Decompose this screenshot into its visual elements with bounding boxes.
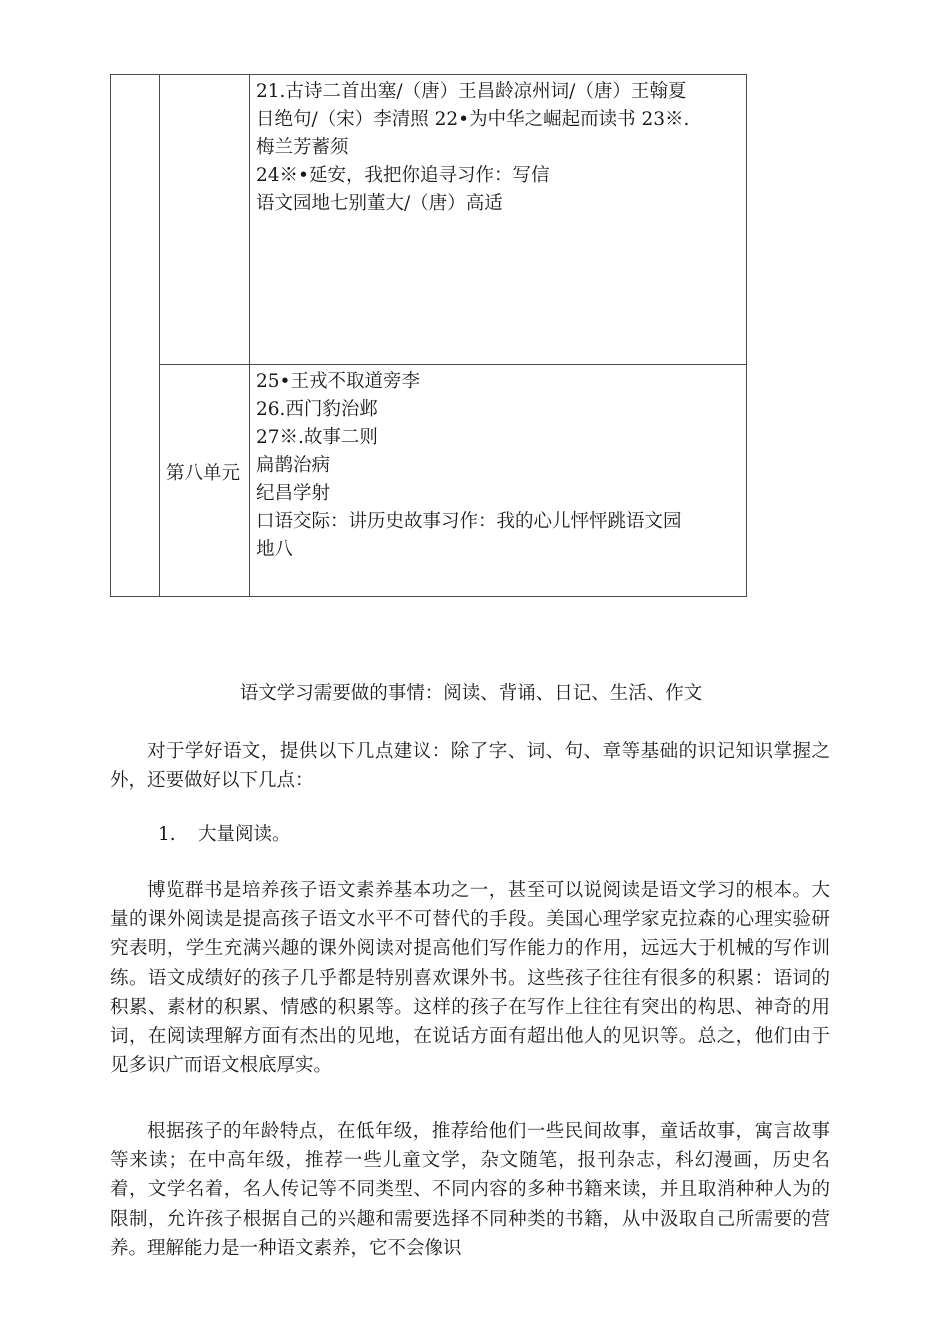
list-number: 1. [158, 824, 176, 845]
lesson-cell [250, 75, 747, 365]
grade-cell [111, 75, 160, 597]
unit-cell [160, 365, 250, 597]
lesson-line: 纪昌学射 [256, 483, 331, 504]
lesson-cell [250, 365, 747, 597]
lesson-line: 语文园地七别董大/（唐）高适 [256, 193, 503, 214]
reading-paragraph: 博览群书是培养孩子语文素养基本功之一，甚至可以说阅读是语文学习的根本。大量的课外阅读是提高孩子语文水平不可替代的手段。美国心理学家克拉森的心理实验研究表明，学生充满兴趣的课外阅读对提高他们写作能力的作用，远远大于机械的写作训练。语文成绩好的孩子几乎都是特别喜欢课外书。这些孩子往往有很多的积累：语词的积累、素材的积累、情感的积累等。这样的孩子在写作上往往有突出的构思、神奇的用词，在阅读理解方面有杰出的见地，在说话方面有超出他人的见识等。总之，他们由于见多识广而语文根底厚实。 [110, 880, 830, 1077]
lesson-line: 地八 [256, 539, 294, 560]
list-text: 大量阅读。 [198, 824, 291, 845]
lesson-line: 日绝句/（宋）李清照 22•为中华之崛起而读书 23※. [256, 109, 690, 130]
lesson-line: 口语交际：讲历史故事习作：我的心儿怦怦跳语文园 [256, 511, 682, 532]
lesson-line: 21.古诗二首出塞/（唐）王昌龄凉州词/（唐）王翰夏 [256, 81, 687, 102]
age-paragraph: 根据孩子的年龄特点，在低年级，推荐给他们一些民间故事，童话故事，寓言故事等来读；在中高年级，推荐一些儿童文学，杂文随笔，报刊杂志，科幻漫画，历史名着，文学名着，名人传记等不同类型、不同内容的多种书籍来读，并且取消种种人为的限制，允许孩子根据自己的兴趣和需要选择不同种类的书籍，从中汲取自己所需要的营养。理解能力是一种语文素养，它不会像识 [110, 1121, 830, 1259]
table-row [111, 75, 747, 365]
lesson-line: 25•王戎不取道旁李 [256, 371, 420, 392]
intro-paragraph: 对于学好语文，提供以下几点建议：除了字、词、句、章等基础的识记知识掌握之外，还要做好以下几点： [110, 741, 830, 792]
syllabus-table [110, 74, 747, 597]
lesson-line: 扁鹊治病 [256, 455, 331, 476]
unit-label: 第八单元 [166, 462, 241, 484]
table-row [111, 365, 747, 597]
lesson-line: 26.西门豹治邺 [256, 399, 378, 420]
lesson-line: 梅兰芳蓄须 [256, 137, 349, 158]
list-item [158, 820, 291, 850]
lesson-line: 24※•延安，我把你追寻习作：写信 [256, 165, 550, 186]
section-heading: 语文学习需要做的事情：阅读、背诵、日记、生活、作文 [239, 683, 703, 704]
unit-cell-empty [160, 75, 250, 365]
lesson-line: 27※.故事二则 [256, 427, 378, 448]
